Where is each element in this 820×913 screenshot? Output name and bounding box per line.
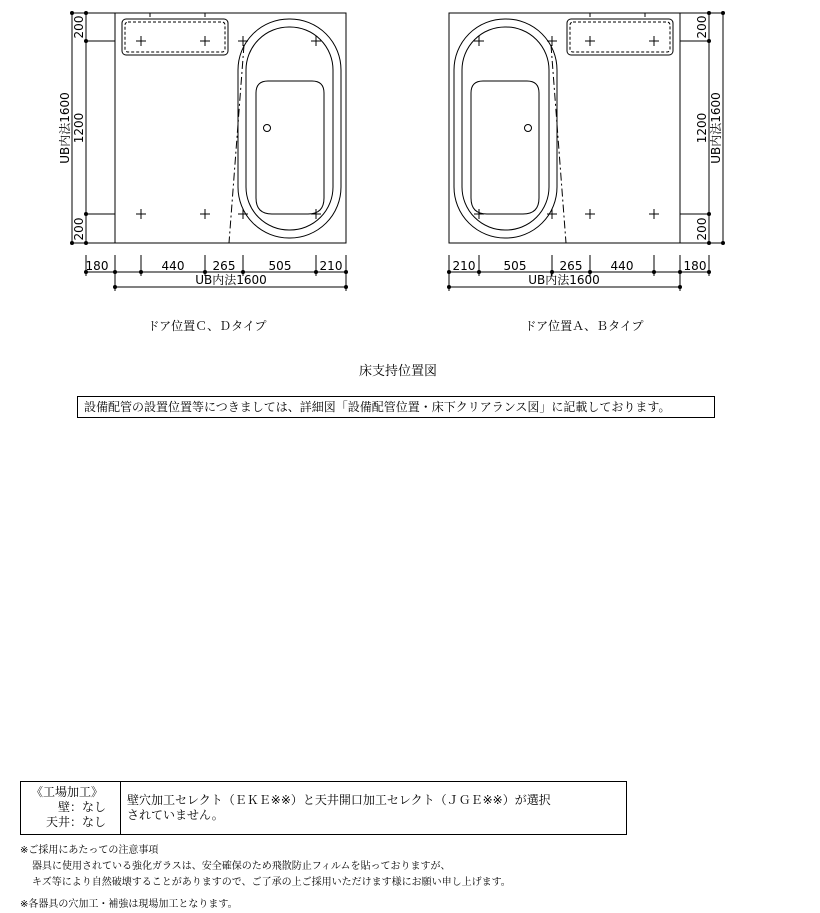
right-total-width: UB内法1600 <box>528 273 600 287</box>
left-plan-drawing <box>72 13 346 291</box>
right-support-points <box>474 36 659 219</box>
processing-description <box>121 782 626 834</box>
left-bathtub-rim <box>246 27 333 230</box>
processing-desc-line2: されていません。 <box>127 808 224 822</box>
onsite-processing-footnote: ※各器具の穴加工・補強は現場加工となります。 <box>20 899 238 910</box>
left-dim-h-4: 210 <box>319 259 343 273</box>
left-plan-caption: ドア位置Ｃ、Ｄタイプ <box>147 319 267 333</box>
processing-wall: 壁：なし <box>57 800 106 814</box>
right-total-height: UB内法1600 <box>709 92 723 164</box>
left-door-line <box>229 45 244 243</box>
left-drain <box>264 125 271 132</box>
right-drain <box>525 125 532 132</box>
right-plan-drawing <box>449 13 723 291</box>
caution-title: ※ご採用にあたっての注意事項 <box>20 845 159 856</box>
piping-note-text: 設備配管の設置位置等につきましては、詳細図「設備配管位置・床下クリアランス図」に記載しております。 <box>84 400 671 414</box>
left-total-height: UB内法1600 <box>58 92 72 164</box>
left-dim-v-0: 200 <box>72 15 86 39</box>
processing-ceiling: 天井：なし <box>45 815 106 829</box>
left-bathtub-outer <box>238 19 341 238</box>
figure-title: 床支持位置図 <box>358 364 438 379</box>
left-dim-v-2: 200 <box>72 217 86 241</box>
right-plan-caption: ドア位置Ａ、Ｂタイプ <box>524 319 644 333</box>
right-door-line <box>551 45 566 243</box>
processing-desc-line1: 壁穴加工セレクト（ＥＫＥ※※）と天井開口加工セレクト（ＪＧＥ※※）が選択 <box>127 793 551 807</box>
right-dim-h-4: 180 <box>683 259 707 273</box>
right-dim-v-2: 200 <box>695 217 709 241</box>
left-bathtub-basin <box>256 81 324 214</box>
left-support-points <box>136 36 321 219</box>
left-dim-h-1: 440 <box>161 259 185 273</box>
left-dim-v-1: 1200 <box>72 112 86 144</box>
right-bathtub-basin <box>471 81 539 214</box>
right-bathtub-rim <box>462 27 549 230</box>
right-counter <box>567 19 673 55</box>
floor-support-plan-diagram <box>0 0 820 400</box>
right-bathtub-outer <box>454 19 557 238</box>
right-dim-h-3: 440 <box>610 259 634 273</box>
right-dim-v-0: 200 <box>695 15 709 39</box>
right-dim-v-1: 1200 <box>695 112 709 144</box>
left-total-width: UB内法1600 <box>195 273 267 287</box>
caution-line1: 器具に使用されている強化ガラスは、安全確保のため飛散防止フィルムを貼っておりますが、 <box>32 861 451 872</box>
right-dim-h-0: 210 <box>452 259 476 273</box>
right-dim-h-1: 505 <box>503 259 527 273</box>
left-room-outline <box>115 13 346 243</box>
caution-line2: キズ等により自然破壊することがありますので、ご了承の上ご採用いただけます様にお願い申し上げます。 <box>32 877 511 888</box>
factory-processing-table <box>20 781 627 835</box>
processing-header: 《工場加工》 <box>31 785 104 799</box>
left-dim-h-3: 505 <box>268 259 292 273</box>
piping-note-box <box>77 396 715 418</box>
left-counter <box>122 19 228 55</box>
left-dim-h-2: 265 <box>212 259 236 273</box>
right-dim-h-2: 265 <box>559 259 583 273</box>
right-room-outline <box>449 13 680 243</box>
caution-notes <box>20 843 511 891</box>
processing-summary <box>21 782 121 834</box>
left-dim-h-0: 180 <box>85 259 109 273</box>
